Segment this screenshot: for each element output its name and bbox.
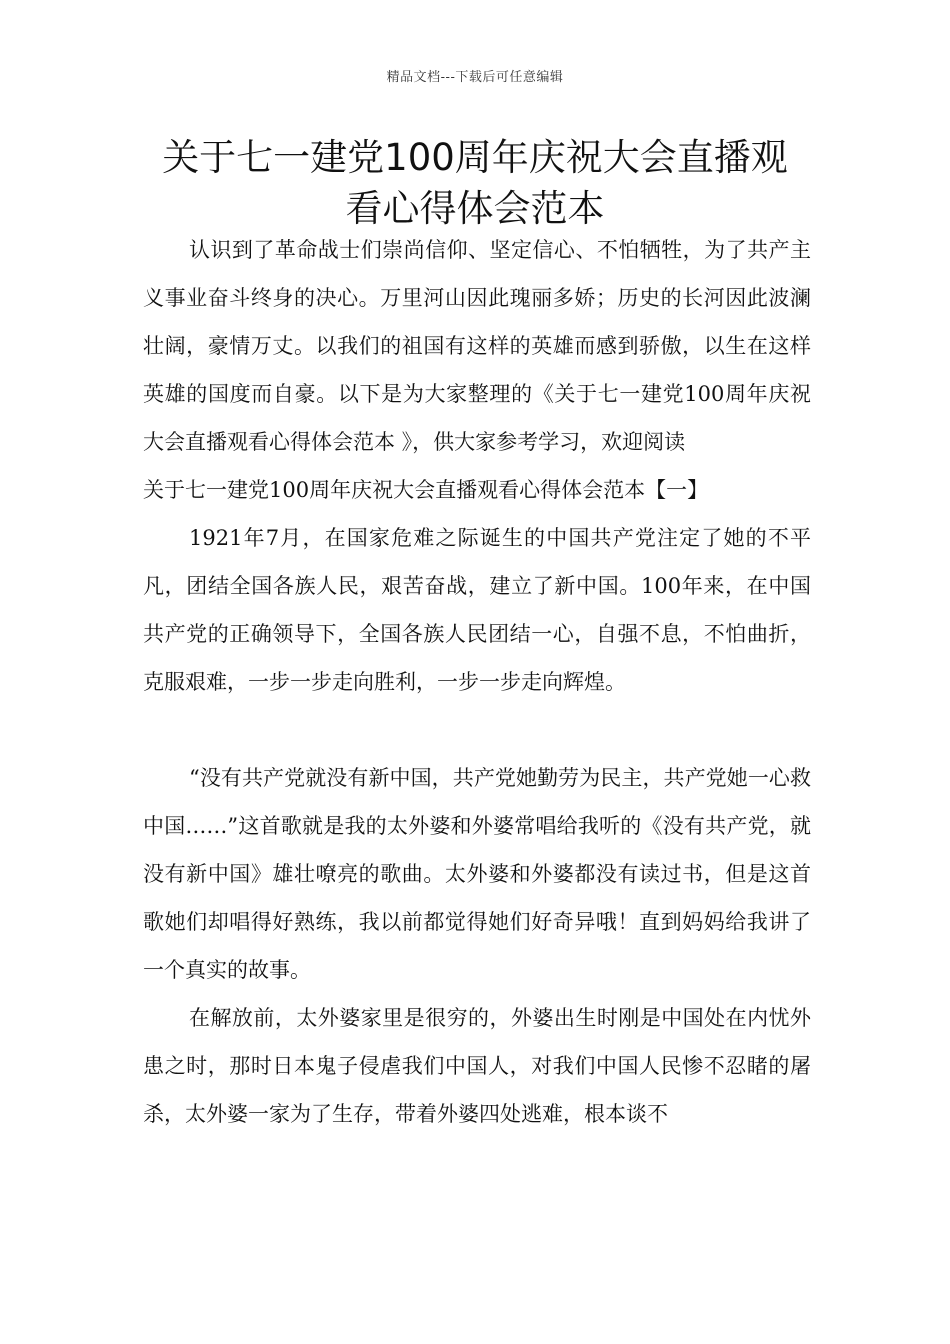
section-heading: 关于七一建党100周年庆祝大会直播观看心得体会范本【一】 (143, 478, 709, 502)
document-title (130, 132, 820, 234)
body-paragraph-1: 1921年7月，在国家危难之际诞生的中国共产党注定了她的不平凡，团结全国各族人民，艰苦奋战，建立了新中国。100年来，在中国共产党的正确领导下，全国各族人民团结一心，自强不息，不怕曲折，克服艰难，一步一步走向胜利，一步一步走向辉煌。 (143, 526, 811, 694)
title-line-2: 看心得体会范本 (345, 187, 605, 230)
body-paragraph-2: “没有共产党就没有新中国，共产党她勤劳为民主，共产党她一心救中国……”这首歌就是我的太外婆和外婆常唱给我听的《没有共产党，就没有新中国》雄壮嘹亮的歌曲。太外婆和外婆都没有读过书，但是这首歌她们却唱得好熟练，我以前都觉得她们好奇异哦！直到妈妈给我讲了一个真实的故事。 (143, 766, 811, 982)
document-body (143, 226, 811, 1138)
intro-paragraph: 认识到了革命战士们崇尚信仰、坚定信心、不怕牺牲，为了共产主义事业奋斗终身的决心。万里河山因此瑰丽多娇；历史的长河因此波澜壮阔，豪情万丈。以我们的祖国有这样的英雄而感到骄傲，以生在这样英雄的国度而自豪。以下是为大家整理的《关于七一建党100周年庆祝大会直播观看心得体会范本 》，供大家参考学习，欢迎阅读 (143, 238, 811, 454)
body-paragraph-3: 在解放前，太外婆家里是很穷的，外婆出生时刚是中国处在内忧外患之时，那时日本鬼子侵虐我们中国人，对我们中国人民惨不忍睹的屠杀，太外婆一家为了生存，带着外婆四处逃难，根本谈不 (143, 1006, 811, 1126)
title-line-1: 关于七一建党100周年庆祝大会直播观 (162, 136, 788, 179)
header-note: 精品文档---下载后可任意编辑 (386, 70, 564, 85)
paragraph-gap (143, 706, 811, 754)
